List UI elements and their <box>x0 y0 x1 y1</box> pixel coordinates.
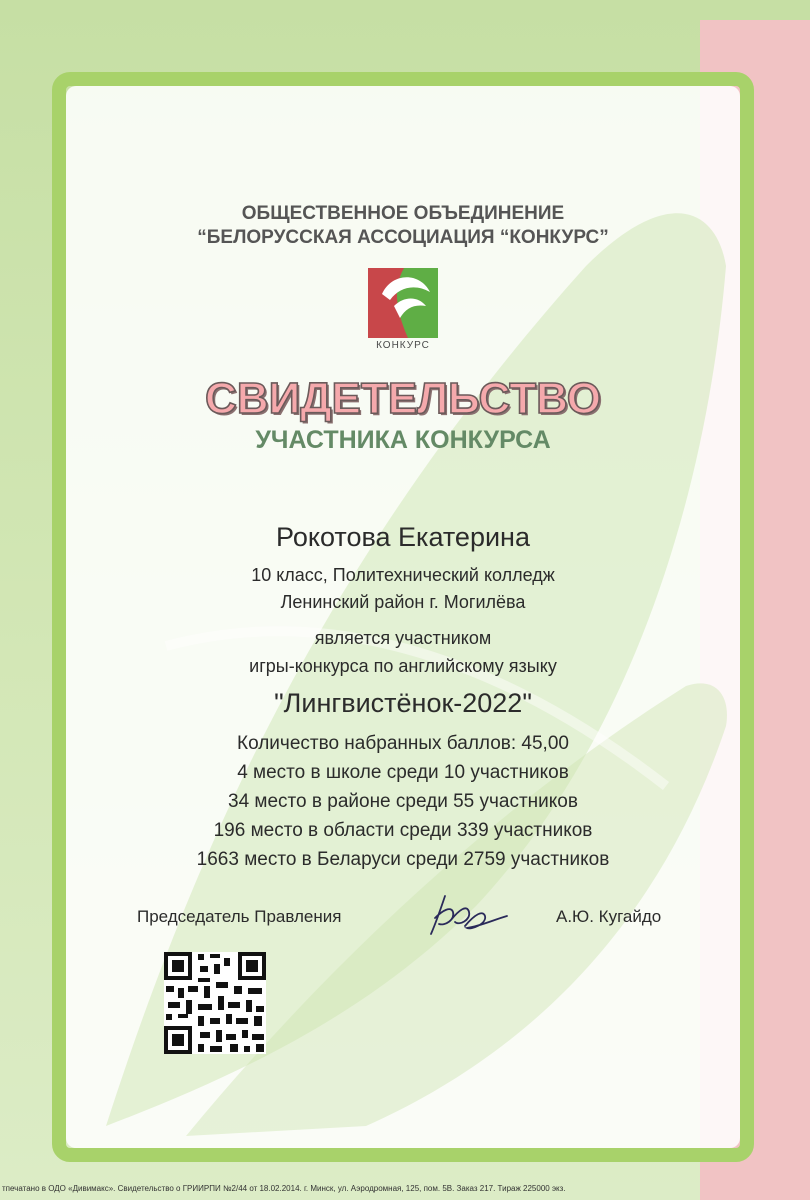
certificate-title: СВИДЕТЕЛЬСТВО <box>205 374 601 423</box>
result-district: 34 место в районе среди 55 участников <box>228 791 578 812</box>
participant-name: Рокотова Екатерина <box>276 522 530 552</box>
print-info-footer: тпечатано в ОДО «Дивимакс». Свидетельство о ГРИИРПИ №2/44 от 18.02.2014. г. Минск, ул. Аэродромная, 125, пом. 5В. Заказ 217. Тираж 225000 экз. <box>2 1184 566 1193</box>
certificate-content <box>66 86 740 1148</box>
organization-name <box>66 202 740 250</box>
qr-code-icon <box>164 952 266 1054</box>
organization-line-2: “БЕЛОРУССКАЯ АССОЦИАЦИЯ “КОНКУРС” <box>197 227 609 248</box>
contest-name: "Лингвистёнок-2022" <box>274 688 532 718</box>
participant-district: Ленинский район г. Могилёва <box>280 592 526 612</box>
result-school: 4 место в школе среди 10 участников <box>237 762 569 783</box>
logo-text: КОНКУРС <box>376 340 430 351</box>
organization-line-1: ОБЩЕСТВЕННОЕ ОБЪЕДИНЕНИЕ <box>241 203 565 224</box>
result-score: Количество набранных баллов: 45,00 <box>237 733 569 754</box>
result-region: 196 место в области среди 339 участников <box>213 820 593 841</box>
statement-line-1: является участником <box>314 628 492 648</box>
handwritten-signature <box>421 890 511 940</box>
certificate-subtitle: УЧАСТНИКА КОНКУРСА <box>255 426 551 454</box>
signer-name: А.Ю. Кугайдо <box>556 907 662 926</box>
konkurs-logo-icon <box>364 266 442 340</box>
statement-line-2: игры-конкурса по английскому языку <box>249 656 557 676</box>
konkurs-logo <box>364 266 442 356</box>
participant-class-school: 10 класс, Политехнический колледж <box>251 565 555 585</box>
result-country: 1663 место в Беларуси среди 2759 участников <box>196 849 610 870</box>
chairman-title: Председатель Правления <box>137 907 342 926</box>
